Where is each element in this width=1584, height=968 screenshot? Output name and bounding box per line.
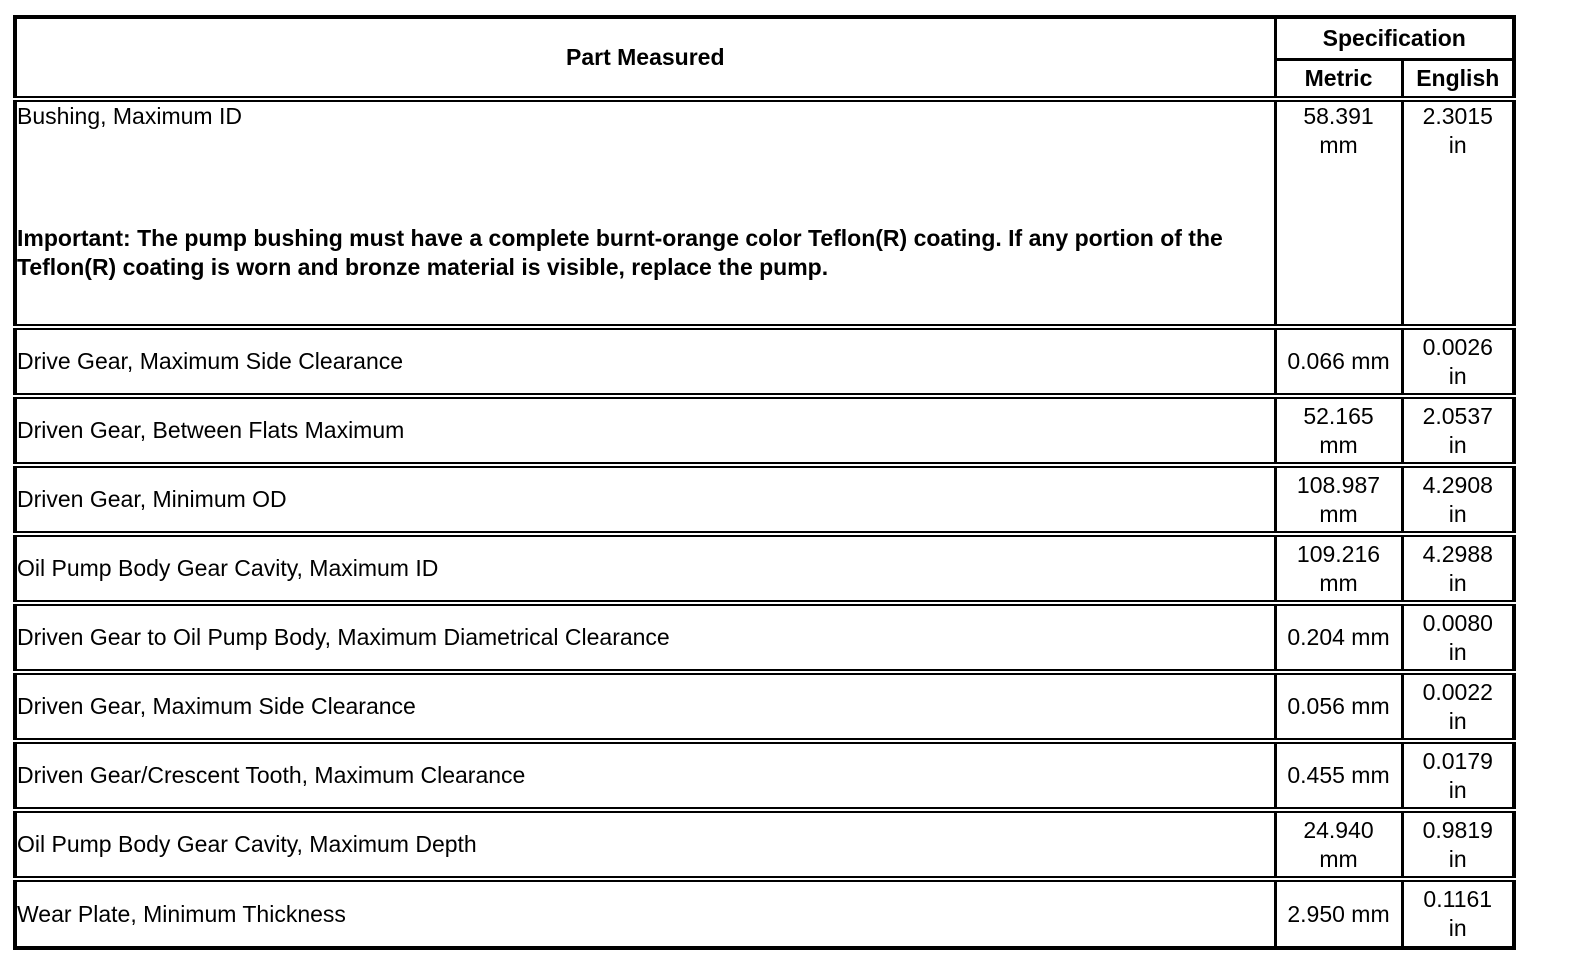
bushing-english-cell bbox=[1402, 99, 1514, 327]
english-value-cell bbox=[1402, 810, 1514, 879]
english-value-cell bbox=[1402, 465, 1514, 534]
metric-value: 0.455 mm bbox=[1287, 762, 1390, 788]
bushing-important-note: Important: The pump bushing must have a complete burnt-orange color Teflon(R) coating. If any portion of the Teflon(R) coating is worn and bronze material is visible, replace the pump. bbox=[17, 225, 1223, 280]
english-value: 2.0537 bbox=[1422, 402, 1493, 429]
table-row bbox=[15, 741, 1514, 810]
metric-unit: mm bbox=[1319, 845, 1358, 872]
spec-rows bbox=[15, 327, 1514, 948]
table-row bbox=[15, 810, 1514, 879]
metric-value-cell bbox=[1275, 810, 1402, 879]
metric-unit: mm bbox=[1319, 500, 1358, 527]
specification-table bbox=[13, 15, 1516, 950]
english-value: 0.0026 bbox=[1422, 333, 1493, 360]
english-value-cell bbox=[1402, 741, 1514, 810]
part-name-cell: Driven Gear, Between Flats Maximum bbox=[15, 396, 1275, 465]
english-value-cell bbox=[1402, 603, 1514, 672]
english-unit: in bbox=[1448, 776, 1467, 803]
part-name-cell: Driven Gear/Crescent Tooth, Maximum Clearance bbox=[15, 741, 1275, 810]
english-value: 0.0179 bbox=[1422, 747, 1493, 774]
english-value: 0.0022 bbox=[1422, 678, 1493, 705]
metric-value: 0.066 mm bbox=[1287, 348, 1390, 374]
metric-value: 2.950 mm bbox=[1287, 900, 1390, 927]
part-name-cell: Driven Gear, Maximum Side Clearance bbox=[15, 672, 1275, 741]
metric-value-cell bbox=[1275, 672, 1402, 741]
metric-value: 108.987 bbox=[1296, 471, 1381, 498]
part-name-cell: Oil Pump Body Gear Cavity, Maximum ID bbox=[15, 534, 1275, 603]
bushing-metric-unit: mm bbox=[1319, 132, 1358, 158]
part-measured-header: Part Measured bbox=[15, 17, 1275, 99]
english-value-cell bbox=[1402, 327, 1514, 396]
bushing-english-unit: in bbox=[1448, 132, 1467, 158]
table-row bbox=[15, 603, 1514, 672]
metric-value-cell bbox=[1275, 465, 1402, 534]
bushing-english-value: 2.3015 bbox=[1422, 103, 1493, 129]
part-name-cell: Oil Pump Body Gear Cavity, Maximum Depth bbox=[15, 810, 1275, 879]
bushing-metric-cell bbox=[1275, 99, 1402, 327]
metric-unit: mm bbox=[1319, 569, 1358, 596]
metric-value-cell bbox=[1275, 396, 1402, 465]
metric-unit: mm bbox=[1319, 431, 1358, 458]
bushing-part-cell bbox=[15, 99, 1275, 327]
english-value-cell bbox=[1402, 396, 1514, 465]
table-row bbox=[15, 879, 1514, 948]
english-value: 4.2988 bbox=[1422, 540, 1493, 567]
metric-value-cell bbox=[1275, 327, 1402, 396]
table-row bbox=[15, 327, 1514, 396]
english-value: 4.2908 bbox=[1422, 471, 1493, 498]
english-value-cell bbox=[1402, 672, 1514, 741]
metric-value: 24.940 bbox=[1303, 816, 1374, 843]
table-row-bushing bbox=[15, 99, 1514, 327]
english-header: English bbox=[1402, 59, 1514, 99]
header-row-top bbox=[15, 17, 1514, 59]
part-name-cell: Driven Gear, Minimum OD bbox=[15, 465, 1275, 534]
table-row bbox=[15, 534, 1514, 603]
english-unit: in bbox=[1448, 915, 1467, 941]
english-value: 0.9819 bbox=[1422, 816, 1493, 843]
english-value: 0.0080 bbox=[1422, 609, 1493, 636]
english-unit: in bbox=[1448, 431, 1467, 458]
english-unit: in bbox=[1448, 362, 1467, 389]
table-row bbox=[15, 465, 1514, 534]
specification-header: Specification bbox=[1275, 17, 1514, 59]
metric-header: Metric bbox=[1275, 59, 1402, 99]
part-name-cell: Driven Gear to Oil Pump Body, Maximum Diametrical Clearance bbox=[15, 603, 1275, 672]
english-value-cell bbox=[1402, 879, 1514, 948]
english-unit: in bbox=[1448, 638, 1467, 665]
part-name-cell: Drive Gear, Maximum Side Clearance bbox=[15, 327, 1275, 396]
metric-value: 109.216 bbox=[1296, 540, 1381, 567]
english-value: 0.1161 bbox=[1423, 886, 1493, 912]
metric-value: 0.056 mm bbox=[1287, 693, 1390, 719]
bushing-part-name: Bushing, Maximum ID bbox=[17, 103, 242, 129]
metric-value-cell bbox=[1275, 879, 1402, 948]
english-unit: in bbox=[1448, 569, 1467, 596]
table-row bbox=[15, 672, 1514, 741]
metric-value-cell bbox=[1275, 534, 1402, 603]
english-value-cell bbox=[1402, 534, 1514, 603]
bushing-metric-value: 58.391 bbox=[1303, 103, 1374, 129]
metric-value: 0.204 mm bbox=[1287, 624, 1390, 650]
metric-value: 52.165 bbox=[1303, 402, 1374, 429]
english-unit: in bbox=[1448, 500, 1467, 527]
bushing-spacer bbox=[17, 131, 1274, 224]
english-unit: in bbox=[1448, 845, 1467, 872]
part-name-cell: Wear Plate, Minimum Thickness bbox=[15, 879, 1275, 948]
metric-value-cell bbox=[1275, 603, 1402, 672]
metric-value-cell bbox=[1275, 741, 1402, 810]
english-unit: in bbox=[1448, 707, 1467, 734]
table-row bbox=[15, 396, 1514, 465]
